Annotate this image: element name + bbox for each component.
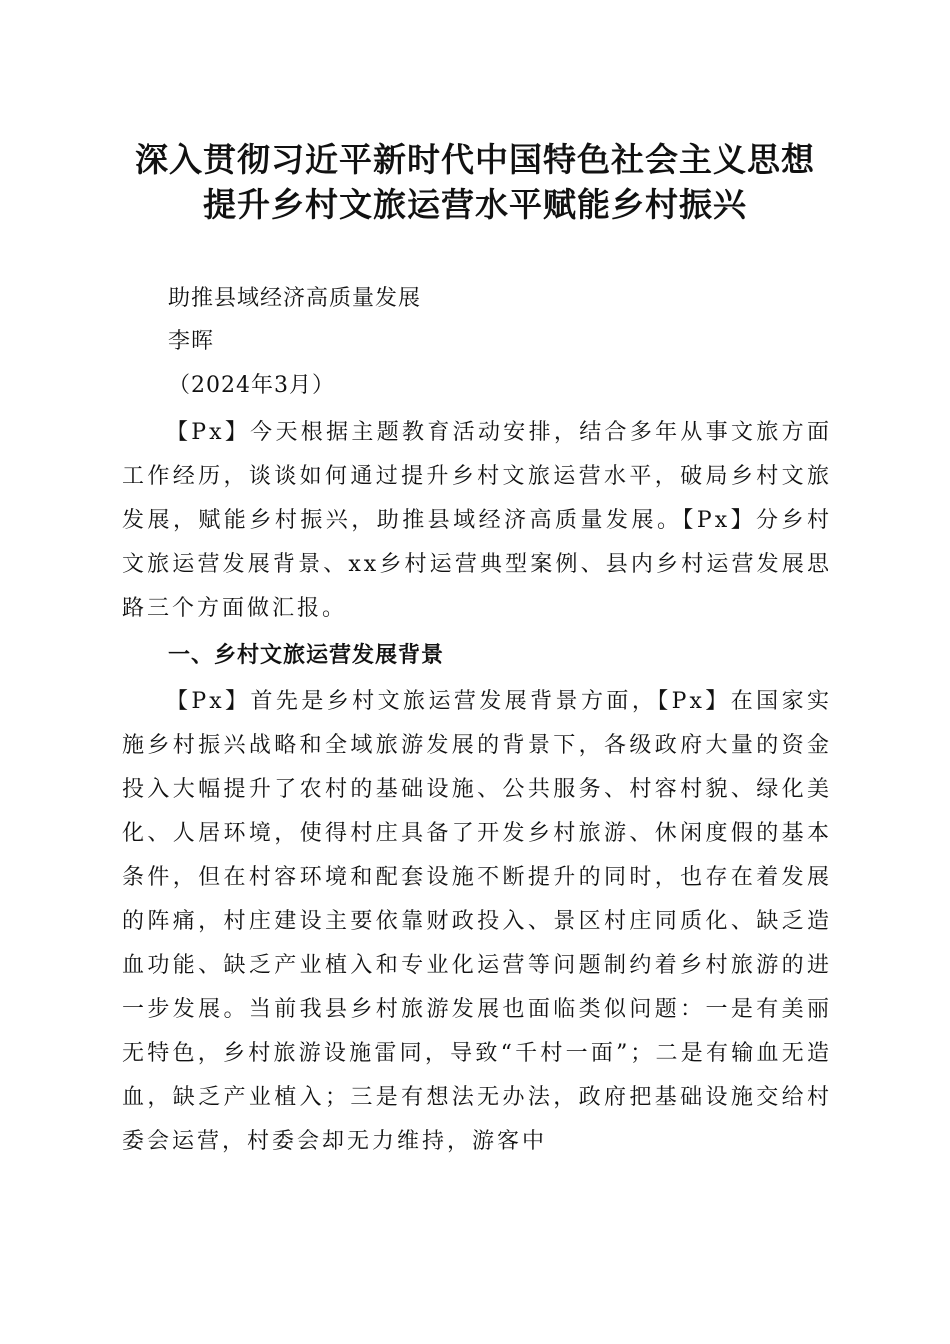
document-subtitle: 助推县域经济高质量发展 [168,286,422,311]
document-title-line-1: 深入贯彻习近平新时代中国特色社会主义思想 [135,140,815,179]
document-author: 李晖 [168,329,215,354]
document-title-line-2: 提升乡村文旅运营水平赋能乡村振兴 [203,185,747,224]
document-date: （2024年3月） [168,373,335,398]
body-paragraph: 【Px】首先是乡村文旅运营发展背景方面，【Px】在国家实施乡村振兴战略和全域旅游发展的背景下，各级政府大量的资金投入大幅提升了农村的基础设施、公共服务、村容村貌、绿化美化、人居环境，使得村庄具备了开发乡村旅游、休闲度假的基本条件，但在村容环境和配套设施不断提升的同时，也存在着发展的阵痛，村庄建设主要依靠财政投入、景区村庄同质化、缺乏造血功能、缺乏产业植入和专业化运营等问题制约着乡村旅游的进一步发展。当前我县乡村旅游发展也面临类似问题：一是有美丽无特色，乡村旅游设施雷同，导致“千村一面”；二是有输血无造血，缺乏产业植入；三是有想法无办法，政府把基础设施交给村委会运营，村委会却无力维持，游客中 [122,689,832,1154]
section-heading: 一、乡村文旅运营发展背景 [168,643,445,668]
body-paragraph: 【Px】今天根据主题教育活动安排，结合多年从事文旅方面工作经历，谈谈如何通过提升乡村文旅运营水平，破局乡村文旅发展，赋能乡村振兴，助推县域经济高质量发展。【Px】分乡村文旅运营发展背景、xx乡村运营典型案例、县内乡村运营发展思路三个方面做汇报。 [122,420,832,621]
